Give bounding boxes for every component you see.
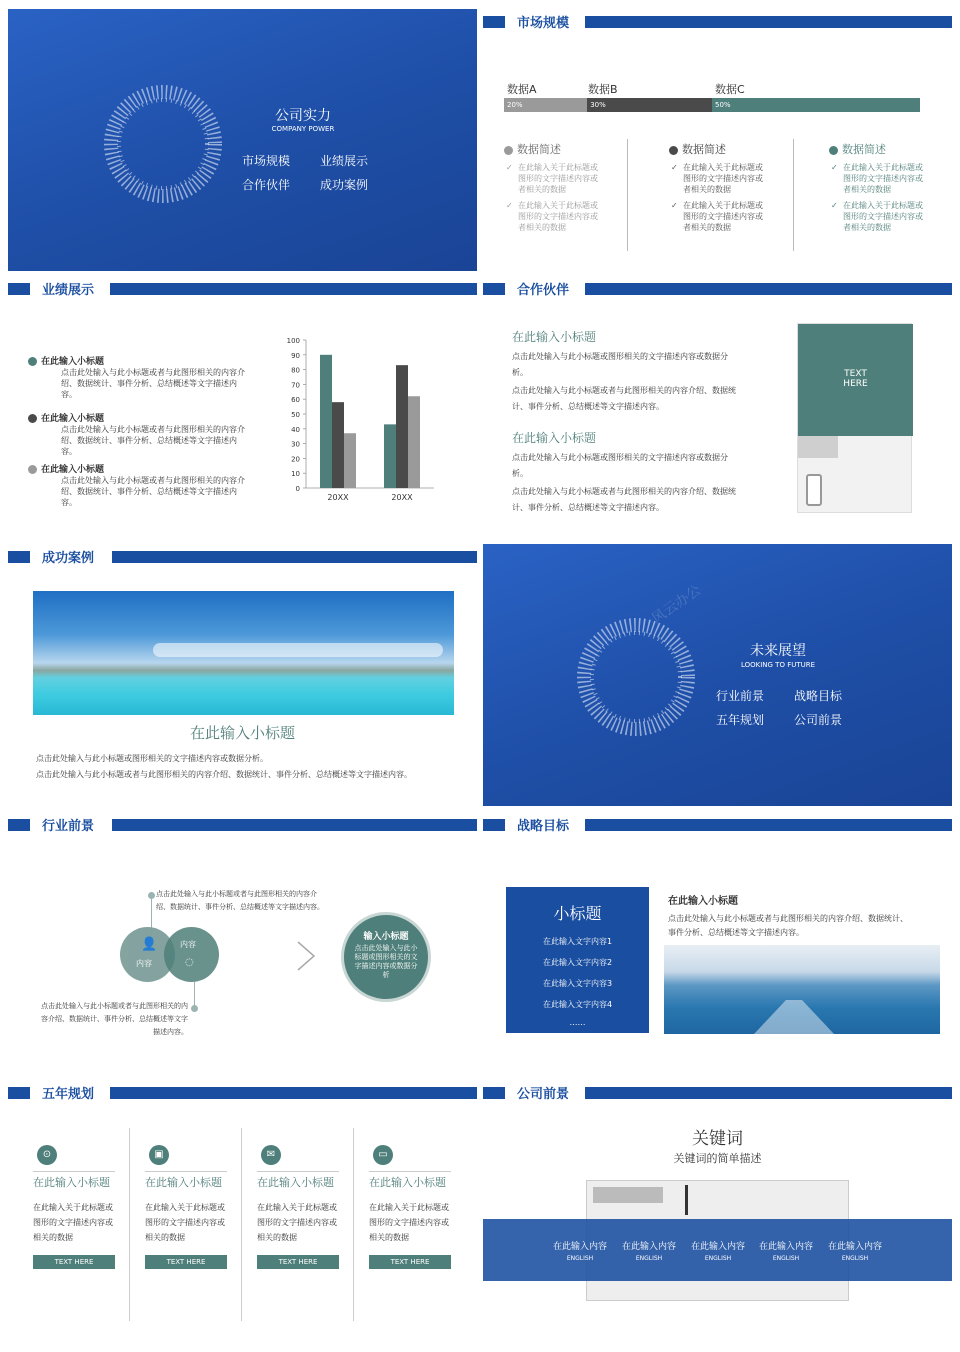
slide-title: 未来展望	[750, 643, 806, 659]
slide-header	[8, 550, 477, 564]
slide-header	[8, 818, 477, 832]
column-title: 在此输入小标题	[145, 1176, 222, 1189]
column-item: 在此输入关于此标题或图形的文字描述内容或者相关的数据	[843, 201, 923, 232]
bar-label-a: 数据A	[507, 83, 537, 96]
menu-item-performance[interactable]: 业绩展示	[320, 154, 369, 168]
plan-column-2	[145, 1145, 227, 1269]
column-title: 数据简述	[842, 143, 886, 156]
column-item: 在此输入关于此标题或图形的文字描述内容或者相关的数据	[683, 163, 763, 194]
box-item: 在此输入文字内容1	[542, 937, 613, 946]
lake-landscape-image	[33, 591, 454, 715]
header-title: 公司前景	[517, 1087, 570, 1102]
bar-label-c: 数据C	[715, 83, 745, 96]
chat-icon: ◌	[185, 957, 194, 968]
bottom-callout-text: 点击此处输入与此小标题或者与此图形相关的内容介绍、数据统计、事件分析、总结概述等文字描述内容。	[41, 1002, 188, 1036]
partner-block-2	[512, 429, 737, 516]
watermark: 风云办公	[649, 582, 705, 628]
stacked-progress-bar	[504, 98, 920, 112]
laptop-corner	[593, 1187, 663, 1203]
menu-item-industry[interactable]: 行业前景	[716, 689, 765, 703]
slide-header	[483, 15, 952, 29]
slide-company-power	[8, 9, 477, 271]
column-item: 在此输入关于此标题或图形的文字描述内容或者相关的数据	[518, 163, 598, 194]
goals-box	[506, 887, 649, 1033]
bar-segment-a: 20%	[504, 98, 587, 112]
monitor-icon: ▭	[373, 1145, 393, 1165]
slide-five-year-plan	[8, 1080, 477, 1342]
column-text: 在此输入关于此标题或图形的文字描述内容或相关的数据	[145, 1203, 225, 1242]
ocean-wake-image	[664, 945, 940, 1034]
slide-performance	[8, 276, 477, 538]
slide-header	[483, 1086, 952, 1100]
y-tick-label: 40	[291, 425, 300, 434]
block-p2: 点击此处输入与此小标题或者与此图形相关的内容介绍、数据统计、事件分析、总结概述等文字描述内容。	[512, 487, 736, 512]
text-here-button[interactable]: TEXT HERE	[369, 1255, 451, 1269]
wake	[754, 1000, 834, 1034]
y-tick-label: 50	[291, 411, 300, 419]
result-title: 输入小标题	[363, 932, 409, 942]
box-title: 小标题	[553, 904, 602, 923]
menu-item-cases[interactable]: 成功案例	[320, 178, 369, 192]
text-here-button[interactable]: TEXT HERE	[145, 1255, 227, 1269]
plan-column-3	[257, 1145, 339, 1269]
chart-bar	[384, 424, 396, 488]
column-text: 在此输入关于此标题或图形的文字描述内容或相关的数据	[33, 1203, 113, 1242]
slide-header	[8, 282, 477, 296]
header-title: 战略目标	[517, 819, 570, 834]
perf-item-1	[41, 354, 251, 400]
slide-company-outlook	[483, 1080, 952, 1342]
perf-item-2	[41, 411, 251, 457]
block-title: 在此输入小标题	[512, 330, 597, 344]
x-tick-label: 20XX	[391, 493, 413, 502]
column-title: 在此输入小标题	[257, 1176, 334, 1189]
y-tick-label: 30	[291, 440, 300, 449]
slide-header	[483, 282, 952, 296]
location-icon: ⊙	[37, 1145, 57, 1165]
y-tick-label: 100	[286, 337, 300, 345]
user-icon: 👤	[141, 937, 158, 952]
menu-item-company[interactable]: 公司前景	[794, 713, 843, 727]
perf-item-3	[41, 462, 251, 508]
data-column-1: 数据简述 ✓ 在此输入关于此标题或图形的文字描述内容或者相关的数据 ✓ 在此输入关于此标题或图形的文字描述内容或者相关的数据	[506, 143, 598, 232]
partner-image-card	[797, 323, 912, 513]
item-text: 点击此处输入与此小标题或者与此图形相关的内容介绍、数据统计、事件分析、总结概述等文字描述内容。	[61, 368, 245, 399]
y-tick-label: 70	[291, 381, 300, 390]
keyword-item-1: 在此输入内容 ENGLISH	[552, 1242, 607, 1262]
box-item: 在此输入文字内容3	[542, 979, 613, 988]
y-tick-label: 10	[291, 470, 300, 479]
result-text: 点击此处输入与此小标题或图形相关的文字描述内容或数据分析	[354, 944, 418, 979]
header-title: 五年规划	[42, 1087, 95, 1102]
top-callout-text: 点击此处输入与此小标题或者与此图形相关的内容介绍、数据统计、事件分析、总结概述等文字描述内容。	[156, 890, 324, 911]
goal-text: 点击此处输入与此小标题或者与此图形相关的内容介绍、数据统计、事件分析、总结概述等文字描述内容。	[668, 914, 908, 937]
box-item: 在此输入文字内容2	[542, 958, 613, 967]
y-tick-label: 90	[291, 351, 300, 360]
x-tick-label: 20XX	[327, 493, 349, 502]
bar-chart	[280, 334, 440, 514]
case-p2: 点击此处输入与此小标题或者与此图形相关的内容介绍、数据统计、事件分析、总结概述等文字描述内容。	[36, 770, 412, 779]
bar-segment-b: 30%	[587, 98, 712, 112]
keyword-item-4: 在此输入内容 ENGLISH	[758, 1242, 813, 1262]
y-tick-label: 80	[291, 366, 300, 375]
item-text: 点击此处输入与此小标题或者与此图形相关的内容介绍、数据统计、事件分析、总结概述等文字描述内容。	[61, 476, 245, 507]
chevron-right-icon	[294, 939, 318, 973]
venn-label-2: 内容	[180, 940, 196, 949]
slide-subtitle: LOOKING TO FUTURE	[740, 661, 816, 669]
item-title: 在此输入小标题	[41, 465, 105, 475]
column-text: 在此输入关于此标题或图形的文字描述内容或相关的数据	[369, 1203, 449, 1242]
header-title: 成功案例	[42, 551, 95, 566]
slide-title: 公司实力	[275, 108, 331, 124]
block-p2: 点击此处输入与此小标题或者与此图形相关的内容介绍、数据统计、事件分析、总结概述等文字描述内容。	[512, 386, 736, 411]
callout-dot	[148, 892, 155, 899]
divider	[627, 139, 628, 251]
keyword-subtitle: 关键词的简单描述	[673, 1152, 762, 1165]
divider	[353, 1128, 354, 1321]
mail-icon: ✉	[261, 1145, 281, 1165]
box-item: ……	[569, 1018, 586, 1027]
header-title: 业绩展示	[42, 283, 95, 298]
plan-column-1	[33, 1145, 115, 1269]
case-title: 在此输入小标题	[189, 724, 295, 742]
clouds	[153, 643, 443, 657]
y-tick-label: 0	[295, 485, 300, 493]
dotted-ring-graphic	[93, 74, 233, 214]
keyword-item-5: 在此输入内容 ENGLISH	[827, 1242, 882, 1262]
box-item: 在此输入文字内容4	[542, 1000, 613, 1009]
header-title: 行业前景	[42, 819, 95, 834]
column-title: 数据简述	[517, 143, 561, 156]
slide-market-size	[483, 9, 952, 271]
slide-partners	[483, 276, 952, 538]
keyword-title: 关键词	[692, 1129, 743, 1149]
goal-title: 在此输入小标题	[668, 896, 738, 907]
slide-header	[483, 818, 952, 832]
plan-column-4	[369, 1145, 451, 1269]
chart-bar	[396, 365, 408, 488]
item-title: 在此输入小标题	[41, 414, 105, 424]
dotted-ring-graphic	[566, 607, 706, 747]
text-here-button[interactable]: TEXT HERE	[257, 1255, 339, 1269]
partner-block-1	[512, 328, 737, 415]
block-p1: 点击此处输入与此小标题或图形相关的文字描述内容或数据分析。	[512, 453, 728, 478]
slide-subtitle: COMPANY POWER	[271, 125, 335, 133]
item-text: 点击此处输入与此小标题或者与此图形相关的内容介绍、数据统计、事件分析、总结概述等文字描述内容。	[61, 425, 245, 456]
item-title: 在此输入小标题	[41, 357, 105, 367]
y-tick-label: 60	[291, 396, 300, 405]
menu-item-five-year[interactable]: 五年规划	[716, 713, 765, 727]
column-item: 在此输入关于此标题或图形的文字描述内容或者相关的数据	[518, 201, 598, 232]
slide-strategic-goals	[483, 812, 952, 1074]
column-item: 在此输入关于此标题或图形的文字描述内容或者相关的数据	[683, 201, 763, 232]
image-icon: ▣	[149, 1145, 169, 1165]
column-title: 在此输入小标题	[33, 1176, 110, 1189]
bar-segment-c: 50%	[712, 98, 920, 112]
menu-item-partners[interactable]: 合作伙伴	[242, 178, 291, 192]
menu-item-market[interactable]: 市场规模	[242, 154, 291, 168]
keyword-item-2: 在此输入内容 ENGLISH	[621, 1242, 676, 1262]
y-tick-label: 20	[291, 455, 300, 464]
pen	[685, 1185, 688, 1215]
venn-circle-2	[164, 927, 219, 982]
divider	[241, 1128, 242, 1321]
chart-bar	[332, 402, 344, 488]
phone-icon	[806, 474, 822, 506]
keyword-item-3: 在此输入内容 ENGLISH	[690, 1242, 745, 1262]
chart-bar	[344, 433, 356, 488]
laptop-edge	[798, 436, 838, 458]
venn-label-1: 内容	[136, 959, 152, 968]
column-title: 在此输入小标题	[369, 1176, 446, 1189]
slide-future-outlook	[483, 544, 952, 806]
column-text: 在此输入关于此标题或图形的文字描述内容或相关的数据	[257, 1203, 337, 1242]
block-p1: 点击此处输入与此小标题或图形相关的文字描述内容或数据分析。	[512, 352, 728, 377]
header-title: 市场规模	[517, 16, 570, 31]
text-here-button[interactable]: TEXT HERE	[33, 1255, 115, 1269]
menu-item-strategy[interactable]: 战略目标	[794, 689, 843, 703]
data-column-2: 数据简述 ✓ 在此输入关于此标题或图形的文字描述内容或者相关的数据 ✓ 在此输入关于此标题或图形的文字描述内容或者相关的数据	[671, 143, 763, 232]
case-p1: 点击此处输入与此小标题或图形相关的文字描述内容或数据分析。	[36, 754, 268, 763]
divider	[793, 139, 794, 251]
column-title: 数据简述	[682, 143, 726, 156]
slide-header	[8, 1086, 477, 1100]
column-item: 在此输入关于此标题或图形的文字描述内容或者相关的数据	[843, 163, 923, 194]
slide-industry-outlook	[8, 812, 477, 1074]
slide-success-cases	[8, 544, 477, 806]
callout-dot	[191, 1005, 198, 1012]
text-here-box: TEXT HERE	[798, 324, 913, 436]
divider	[129, 1128, 130, 1321]
result-circle	[341, 912, 431, 1002]
data-column-3: 数据简述 ✓ 在此输入关于此标题或图形的文字描述内容或者相关的数据 ✓ 在此输入关于此标题或图形的文字描述内容或者相关的数据	[831, 143, 923, 232]
block-title: 在此输入小标题	[512, 431, 597, 445]
header-title: 合作伙伴	[517, 283, 570, 298]
chart-bar	[408, 396, 420, 488]
chart-bar	[320, 355, 332, 488]
bar-label-b: 数据B	[588, 83, 618, 96]
